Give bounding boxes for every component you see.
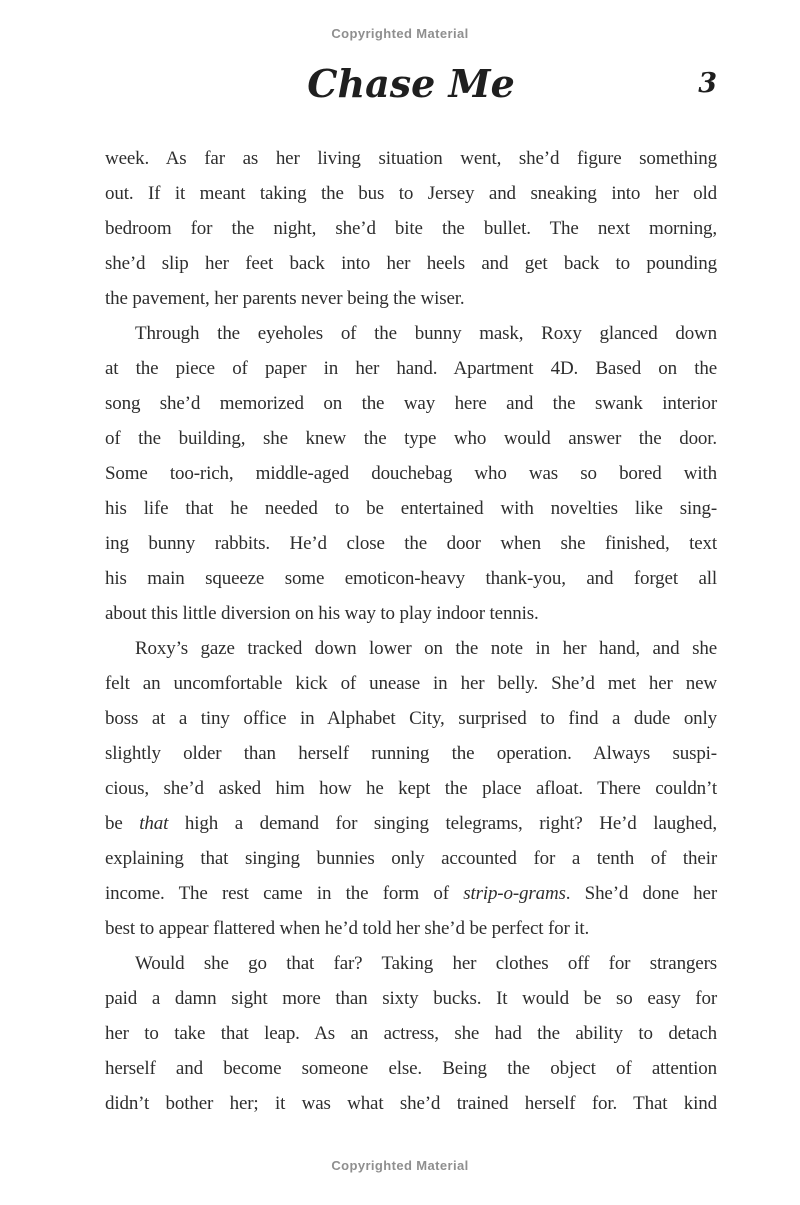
text-line: slightly older than herself running the operation. Always suspi- <box>105 743 717 764</box>
text-line: his life that he needed to be entertained with novelties like sing- <box>105 498 717 519</box>
text-line: best to appear flattered when he’d told her she’d be perfect for it. <box>105 918 590 939</box>
text-line: Would she go that far? Taking her clothes off for strangers <box>135 953 717 974</box>
text-line: song she’d memorized on the way here and the swank interior <box>105 393 717 414</box>
page-number: 3 <box>698 68 717 99</box>
footer-copyright-notice: Copyrighted Material <box>331 1158 469 1173</box>
text-line: the pavement, her parents never being the wiser. <box>105 288 465 309</box>
text-line: her to take that leap. As an actress, she had the ability to detach <box>105 1023 717 1044</box>
text-line: at the piece of paper in her hand. Apartment 4D. Based on the <box>105 358 717 379</box>
text-line: cious, she’d asked him how he kept the place afloat. There couldn’t <box>105 778 717 799</box>
paragraph <box>105 631 717 946</box>
text-line: Through the eyeholes of the bunny mask, Roxy glanced down <box>135 323 717 344</box>
text-line: paid a damn sight more than sixty bucks. It would be so easy for <box>105 988 717 1009</box>
body-text <box>105 141 717 1121</box>
text-line: be that high a demand for singing telegrams, right? He’d laughed, <box>105 813 717 834</box>
text-line: his main squeeze some emoticon-heavy thank-you, and forget all <box>105 568 717 589</box>
text-line: Roxy’s gaze tracked down lower on the note in her hand, and she <box>135 638 717 659</box>
text-line: bedroom for the night, she’d bite the bullet. The next morning, <box>105 218 717 239</box>
text-line: Some too-rich, middle-aged douchebag who was so bored with <box>105 463 717 484</box>
paragraph <box>105 946 717 1121</box>
page-header <box>105 58 717 110</box>
text-line: week. As far as her living situation went, she’d figure something <box>105 148 717 169</box>
text-line: of the building, she knew the type who would answer the door. <box>105 428 717 449</box>
text-line: about this little diversion on his way to play indoor tennis. <box>105 603 539 624</box>
header-copyright-notice: Copyrighted Material <box>331 26 469 41</box>
text-line: ing bunny rabbits. He’d close the door when she finished, text <box>105 533 717 554</box>
text-line: boss at a tiny office in Alphabet City, surprised to find a dude only <box>105 708 717 729</box>
paragraph <box>105 316 717 631</box>
text-line: out. If it meant taking the bus to Jersey and sneaking into her old <box>105 183 717 204</box>
book-title: Chase Me <box>307 61 515 106</box>
text-line: she’d slip her feet back into her heels and get back to pounding <box>105 253 717 274</box>
paragraph <box>105 141 717 316</box>
text-line: herself and become someone else. Being the object of attention <box>105 1058 717 1079</box>
text-line: income. The rest came in the form of strip-o-grams. She’d done her <box>105 883 717 904</box>
text-line: didn’t bother her; it was what she’d trained herself for. That kind <box>105 1093 717 1114</box>
text-line: explaining that singing bunnies only accounted for a tenth of their <box>105 848 717 869</box>
text-line: felt an uncomfortable kick of unease in her belly. She’d met her new <box>105 673 717 694</box>
